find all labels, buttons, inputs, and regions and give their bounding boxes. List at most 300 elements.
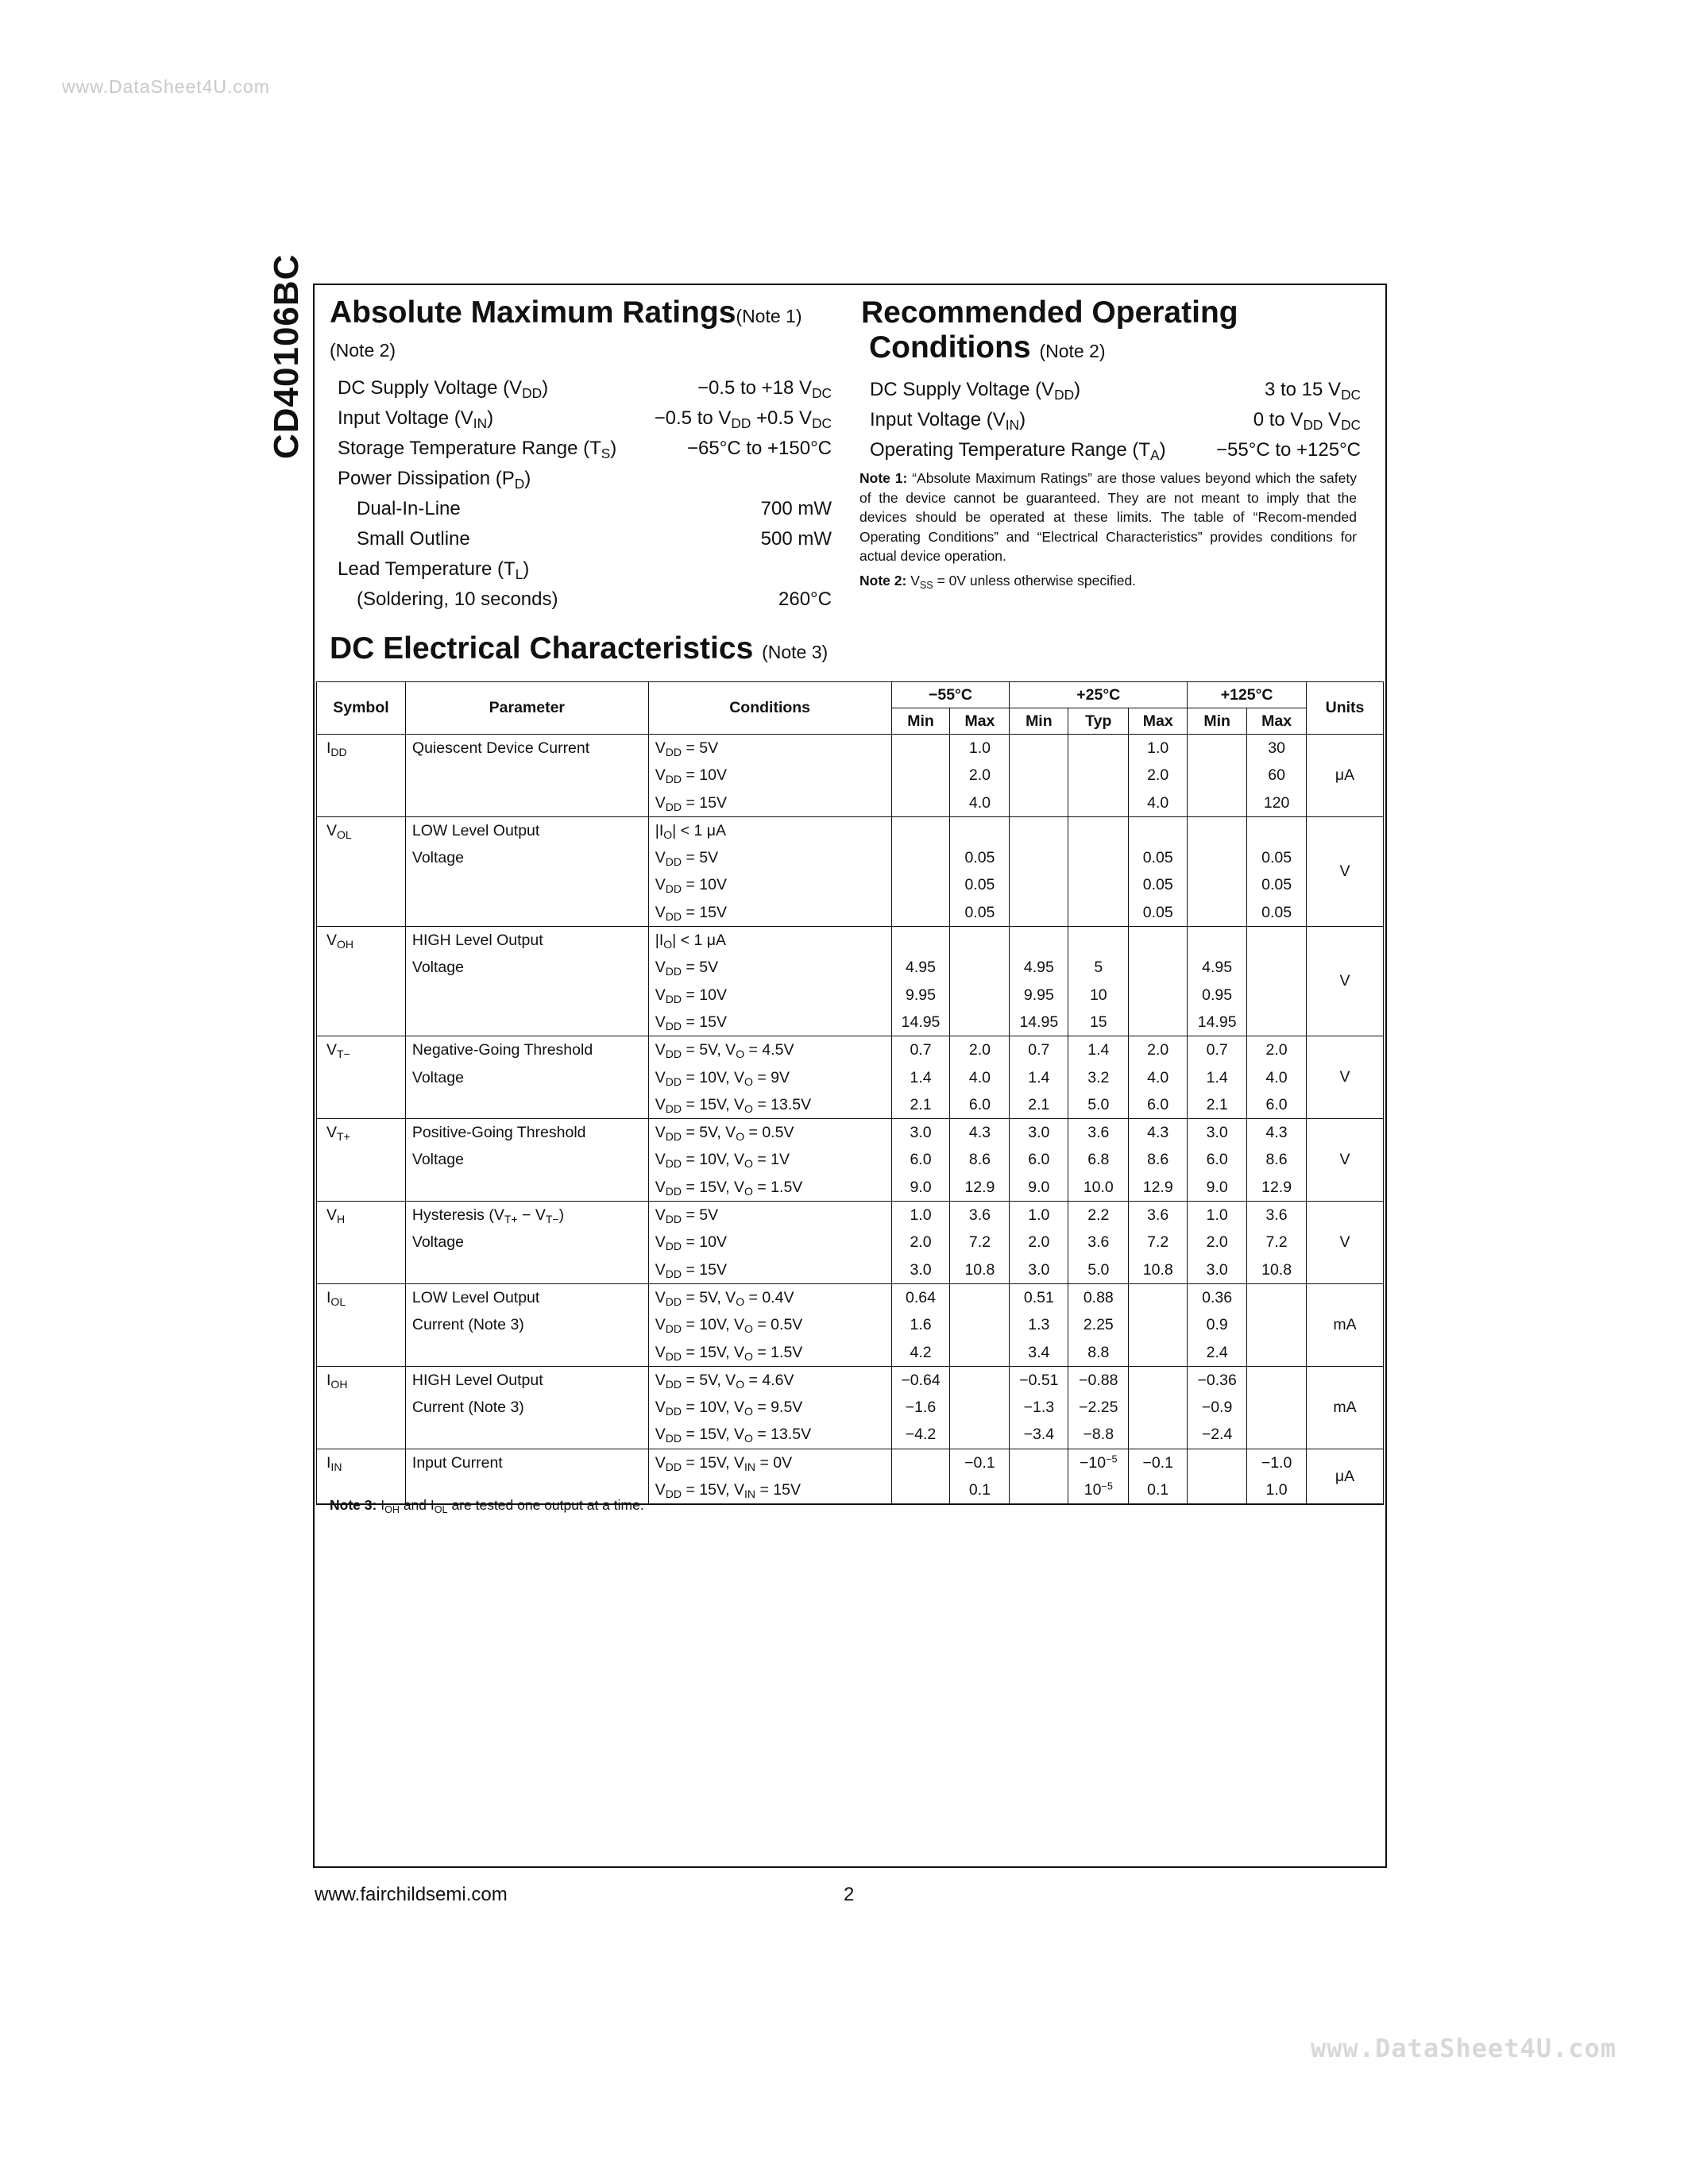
condition-sub: O — [736, 1378, 745, 1391]
value-line: 6.0 — [1206, 1151, 1228, 1169]
value-line: −0.36 — [1197, 1371, 1237, 1389]
dc-heading — [330, 631, 828, 666]
condition-line — [649, 789, 891, 816]
value-line — [1129, 982, 1187, 1009]
condition-sub: DD — [665, 1240, 682, 1253]
value-line: 3.0 — [910, 1124, 932, 1142]
value-line: 4.2 — [910, 1343, 932, 1361]
roc-label-text: Operating Temperature Range (T — [870, 439, 1151, 461]
cell-parameter — [405, 1449, 648, 1504]
value-line — [1188, 1476, 1246, 1503]
condition-line — [649, 1311, 891, 1338]
roc-list — [870, 375, 1361, 465]
value-line — [1247, 1284, 1306, 1311]
value-line: 4.0 — [1265, 1068, 1288, 1086]
condition-text: V — [655, 1041, 666, 1059]
value-line — [1010, 735, 1068, 762]
value-line: 6.0 — [1265, 1095, 1288, 1113]
value-line: 3.4 — [1028, 1343, 1050, 1361]
amr-value-text: +0.5 V — [751, 407, 813, 429]
cell-m55-min — [891, 1449, 950, 1504]
value-line: 6.0 — [1028, 1151, 1050, 1169]
amr-subnote: (Note 2) — [330, 340, 396, 361]
amr-label — [338, 464, 531, 494]
amr-value — [687, 434, 832, 464]
value-line — [1188, 735, 1246, 762]
value-line — [950, 1284, 1009, 1311]
amr-value-sub: DD — [731, 415, 751, 432]
value-line: 0.7 — [1206, 1041, 1228, 1059]
symbol-line — [317, 1449, 405, 1476]
value-line — [950, 1339, 1009, 1366]
value-line — [1068, 789, 1128, 816]
value-line: 2.4 — [1206, 1343, 1228, 1361]
cell-m55-max — [950, 1449, 1010, 1504]
cell-m55-min — [891, 927, 950, 1036]
value-line — [1247, 982, 1306, 1009]
amr-label-sub: DD — [522, 385, 543, 402]
cell-p125-min — [1188, 1119, 1247, 1202]
amr-label — [338, 554, 529, 585]
value-line: −1.3 — [1023, 1399, 1055, 1417]
value-line: 12.9 — [1261, 1178, 1292, 1196]
value-line: 0.7 — [910, 1041, 932, 1059]
value-line — [1247, 927, 1306, 954]
note-3-sub: OL — [434, 1503, 448, 1515]
value-line: −3.4 — [1023, 1426, 1055, 1444]
value-line: −0.51 — [1019, 1371, 1059, 1389]
value-line: 3.6 — [1087, 1124, 1110, 1142]
condition-text: V — [725, 1371, 736, 1389]
condition-sub: O — [744, 1349, 753, 1363]
symbol-sub: H — [337, 1213, 346, 1226]
value-line: 4.3 — [1265, 1124, 1288, 1142]
parameter-line: HIGH Level Output — [411, 1371, 543, 1389]
value-line: 12.9 — [1142, 1178, 1173, 1196]
value-line — [1010, 871, 1068, 898]
condition-sub: DD — [665, 882, 682, 896]
condition-line — [649, 762, 891, 789]
value-line: 0.05 — [1142, 903, 1173, 921]
cell-parameter — [405, 735, 648, 817]
symbol-sub: DD — [330, 746, 347, 759]
cell-p125-max — [1247, 1036, 1307, 1119]
condition-text: V — [655, 1233, 666, 1252]
value-line — [1010, 927, 1068, 954]
condition-text: = 5V — [682, 849, 719, 867]
condition-sub: DD — [665, 1322, 682, 1336]
roc-value-text: −55°C to +125°C — [1216, 439, 1361, 461]
condition-text: V — [655, 1095, 666, 1113]
condition-text: = 10V, — [682, 1151, 735, 1169]
cell-p125-min — [1188, 927, 1247, 1036]
table-row — [317, 816, 1384, 926]
roc-heading-line1: Recommended Operating — [861, 295, 1238, 330]
value-line — [1188, 1449, 1246, 1476]
value-line — [1129, 817, 1187, 844]
cell-p25-min — [1010, 735, 1068, 817]
value-line — [1247, 817, 1306, 844]
value-line: 2.0 — [910, 1233, 932, 1252]
parameter-sub: T+ — [504, 1213, 518, 1226]
condition-sub: O — [663, 938, 673, 951]
condition-sub: DD — [665, 1432, 682, 1445]
cell-p25-max — [1129, 1119, 1188, 1202]
condition-sub: DD — [665, 746, 682, 759]
condition-text: V — [655, 1288, 666, 1306]
condition-line — [649, 927, 891, 954]
condition-text: V — [655, 766, 666, 785]
cell-m55-max — [950, 1119, 1010, 1202]
value-line — [892, 762, 950, 789]
value-line: 10.0 — [1083, 1178, 1114, 1196]
amr-row — [338, 434, 832, 464]
condition-text: V — [655, 1453, 666, 1472]
condition-text: = 10V — [682, 766, 727, 785]
condition-text: = 10V — [682, 876, 727, 894]
value-line: 0.36 — [1202, 1288, 1233, 1306]
condition-text: | < 1 μA — [672, 932, 726, 950]
condition-sub: O — [744, 1075, 753, 1088]
condition-line — [649, 1449, 891, 1476]
symbol-text: V — [326, 932, 338, 950]
cell-parameter — [405, 927, 648, 1036]
condition-text: V — [655, 1124, 666, 1142]
col-typ: Typ — [1068, 708, 1129, 735]
note-2-pre: V — [910, 572, 920, 588]
condition-text: V — [734, 1399, 745, 1417]
value-line: 4.95 — [906, 959, 936, 977]
roc-value-text: 3 to 15 V — [1264, 379, 1342, 400]
condition-line — [649, 871, 891, 898]
condition-line — [649, 1284, 891, 1311]
value-line: 14.95 — [1019, 1013, 1059, 1031]
value-line — [1247, 1421, 1306, 1448]
cell-p25-typ — [1068, 816, 1129, 926]
amr-label-text: ) — [523, 558, 530, 580]
value-line: −1.0 — [1261, 1453, 1292, 1472]
condition-sub: DD — [665, 1020, 682, 1033]
amr-label — [338, 434, 616, 464]
roc-value-sub: DC — [1341, 387, 1361, 403]
roc-label-sub: IN — [1005, 417, 1020, 434]
page-number: 2 — [844, 1884, 855, 1905]
value-line — [950, 1311, 1009, 1338]
cell-symbol — [317, 1202, 406, 1284]
value-line — [1247, 1367, 1306, 1394]
value-text: 10 — [1083, 1481, 1102, 1499]
value-line — [892, 817, 950, 844]
condition-text: = 15V, — [682, 1343, 735, 1361]
condition-text: | < 1 μA — [672, 821, 726, 839]
condition-text: V — [734, 1343, 745, 1361]
condition-line — [649, 1229, 891, 1256]
value-line: 1.4 — [1087, 1041, 1110, 1059]
amr-row — [338, 585, 832, 615]
amr-value-text: −0.5 to V — [654, 407, 732, 429]
amr-label-text: Dual-In-Line — [357, 498, 461, 519]
cell-m55-max — [950, 1202, 1010, 1284]
symbol-text: I — [326, 1371, 331, 1389]
condition-line — [649, 817, 891, 844]
condition-sub: DD — [665, 1460, 682, 1473]
value-line: 2.0 — [1206, 1233, 1228, 1252]
cell-p25-typ — [1068, 1036, 1129, 1119]
condition-sub: O — [663, 828, 673, 842]
symbol-text: I — [326, 1288, 331, 1306]
value-line: 9.95 — [906, 986, 936, 1004]
condition-sub: O — [744, 1102, 753, 1116]
value-line: 0.05 — [964, 876, 995, 894]
condition-text: = 10V, — [682, 1316, 735, 1334]
condition-text: = 0V — [755, 1453, 793, 1472]
cell-p25-min — [1010, 1449, 1068, 1504]
condition-text: = 1V — [752, 1151, 790, 1169]
condition-sub: IN — [744, 1488, 756, 1501]
value-line — [1129, 1421, 1187, 1448]
amr-label — [357, 524, 470, 554]
cell-conditions — [648, 1202, 891, 1284]
cell-p25-min — [1010, 1366, 1068, 1449]
cell-conditions — [648, 927, 891, 1036]
condition-text: = 10V — [682, 1233, 727, 1252]
amr-value — [778, 585, 832, 615]
note-3-label: Note 3: — [330, 1497, 377, 1513]
cell-p25-min — [1010, 927, 1068, 1036]
note-1-text: “Absolute Maximum Ratings” are those values beyond which the safety of the device cannot be guaranteed. They are not meant to imply that the devices should be operated at these limits. The table of “Recom-mended Operating Conditions” and “Electrical Characteristics” provides conditions for actual device operation. — [859, 470, 1357, 564]
symbol-sub: T− — [337, 1048, 350, 1061]
amr-value — [761, 494, 832, 524]
amr-label-text: (Soldering, 10 seconds) — [357, 588, 558, 610]
amr-value — [655, 403, 832, 434]
value-line: 3.0 — [1206, 1124, 1228, 1142]
amr-heading — [330, 295, 802, 330]
col-max: Max — [1129, 708, 1188, 735]
cell-units: V — [1307, 927, 1384, 1036]
value-text: −10 — [1080, 1453, 1107, 1472]
value-line — [892, 735, 950, 762]
value-line: 3.0 — [1028, 1260, 1050, 1279]
value-line: 2.0 — [968, 766, 991, 785]
amr-value — [761, 524, 832, 554]
condition-sub: DD — [665, 1102, 682, 1116]
condition-text: |I — [655, 932, 664, 950]
condition-text: V — [655, 876, 666, 894]
parameter-line: Voltage — [411, 1068, 464, 1086]
value-line: 10 — [1089, 986, 1107, 1004]
cell-p25-min — [1010, 1119, 1068, 1202]
condition-text: = 13.5V — [752, 1426, 812, 1444]
cell-m55-min — [891, 1283, 950, 1366]
value-line: 3.2 — [1087, 1068, 1110, 1086]
condition-text: = 10V — [682, 986, 727, 1004]
value-line: 2.1 — [910, 1095, 932, 1113]
cell-p125-min — [1188, 1283, 1247, 1366]
roc-label-text: Input Voltage (V — [870, 409, 1006, 430]
cell-p25-min — [1010, 1202, 1068, 1284]
value-line — [1010, 762, 1068, 789]
cell-p125-max — [1247, 927, 1307, 1036]
value-line: −2.4 — [1201, 1426, 1233, 1444]
condition-text: V — [734, 1426, 745, 1444]
value-line — [1247, 1339, 1306, 1366]
note-3-text: I — [380, 1497, 385, 1513]
amr-label — [357, 585, 558, 615]
roc-label-text: ) — [1074, 379, 1081, 400]
value-line: 3.0 — [1028, 1124, 1050, 1142]
value-line: 7.2 — [968, 1233, 991, 1252]
amr-label-text: ) — [524, 468, 531, 489]
cell-p25-min — [1010, 816, 1068, 926]
table-row — [317, 1202, 1384, 1284]
value-line — [1129, 1394, 1187, 1421]
condition-text: = 10V, — [682, 1068, 735, 1086]
cell-conditions — [648, 1366, 891, 1449]
value-line: 120 — [1263, 793, 1290, 812]
roc-label — [870, 375, 1080, 405]
table-row — [317, 1119, 1384, 1202]
amr-label — [357, 494, 461, 524]
condition-text: = 4.5V — [744, 1041, 794, 1059]
value-line — [1068, 871, 1128, 898]
cell-p125-min — [1188, 1449, 1247, 1504]
value-line: 0.88 — [1083, 1288, 1114, 1306]
cell-units: V — [1307, 1202, 1384, 1284]
value-line: 4.0 — [968, 1068, 991, 1086]
condition-sub: O — [744, 1157, 753, 1171]
symbol-line — [317, 1036, 405, 1063]
value-line: 12.9 — [964, 1178, 995, 1196]
value-line — [1129, 1009, 1187, 1036]
amr-label-text: Power Dissipation (P — [338, 468, 515, 489]
symbol-text: V — [326, 1206, 338, 1225]
value-line: 2.0 — [1147, 766, 1169, 785]
value-line — [892, 844, 950, 871]
condition-text: V — [655, 1426, 666, 1444]
amr-label-text: Small Outline — [357, 528, 470, 550]
amr-row — [338, 373, 832, 403]
condition-text: V — [655, 1399, 666, 1417]
condition-sub: DD — [665, 1048, 682, 1061]
value-line: 3.0 — [910, 1260, 932, 1279]
value-line: 4.0 — [1147, 1068, 1169, 1086]
condition-text: = 15V, — [682, 1453, 735, 1472]
symbol-line — [317, 735, 405, 762]
value-line: 8.6 — [1265, 1151, 1288, 1169]
symbol-line — [317, 1284, 405, 1311]
cell-p125-min — [1188, 735, 1247, 817]
condition-line — [649, 1064, 891, 1091]
value-line: −0.1 — [1142, 1453, 1173, 1472]
value-line — [1129, 1367, 1187, 1394]
amr-row — [338, 554, 832, 585]
value-line: 1.3 — [1028, 1316, 1050, 1334]
watermark-top: www.DataSheet4U.com — [62, 76, 270, 97]
amr-value-sub: DC — [812, 415, 832, 432]
cell-p125-min — [1188, 1366, 1247, 1449]
condition-sub: O — [736, 1295, 745, 1309]
cell-p25-typ — [1068, 1119, 1129, 1202]
cell-units: V — [1307, 816, 1384, 926]
condition-text: = 15V, — [682, 1095, 735, 1113]
table-row — [317, 927, 1384, 1036]
roc-value — [1265, 375, 1361, 405]
condition-line — [649, 1036, 891, 1063]
value-line: 1.0 — [1206, 1206, 1228, 1225]
condition-line — [649, 1091, 891, 1118]
condition-text: V — [655, 849, 666, 867]
condition-line — [649, 1202, 891, 1229]
condition-text: = 0.5V — [744, 1124, 794, 1142]
condition-text: = 15V — [755, 1481, 801, 1499]
value-line: 0.05 — [1261, 876, 1292, 894]
cell-p125-max — [1247, 1366, 1307, 1449]
cell-conditions — [648, 1036, 891, 1119]
value-line: −0.64 — [901, 1371, 941, 1389]
value-line — [1129, 1339, 1187, 1366]
condition-sub: O — [744, 1322, 753, 1336]
condition-text: = 5V, — [682, 1041, 726, 1059]
roc-row — [870, 405, 1361, 435]
amr-value-text: 700 mW — [760, 498, 832, 519]
value-line: 0.64 — [906, 1288, 936, 1306]
value-line — [892, 871, 950, 898]
condition-sub: O — [744, 1405, 753, 1418]
parameter-line: Current (Note 3) — [411, 1399, 524, 1417]
value-line — [1068, 899, 1128, 926]
note-3-text: are tested one output at a time. — [447, 1497, 644, 1513]
value-line: 8.6 — [1147, 1151, 1169, 1169]
value-line — [1129, 927, 1187, 954]
condition-text: = 15V — [682, 1260, 727, 1279]
condition-text: = 9V — [752, 1068, 790, 1086]
cell-p25-max — [1129, 1202, 1188, 1284]
value-line: 10.8 — [1142, 1260, 1173, 1279]
value-line — [1010, 817, 1068, 844]
parameter-line: LOW Level Output — [411, 1288, 540, 1306]
cell-p125-max — [1247, 1119, 1307, 1202]
parameter-line: Input Current — [411, 1453, 503, 1472]
condition-sub: DD — [665, 992, 682, 1005]
value-line: 3.0 — [1206, 1260, 1228, 1279]
amr-label-sub: IN — [473, 415, 488, 432]
condition-text: V — [655, 1316, 666, 1334]
value-line: 0.9 — [1206, 1316, 1228, 1334]
condition-line — [649, 735, 891, 762]
parameter-line — [406, 1202, 648, 1229]
value-line: 8.6 — [968, 1151, 991, 1169]
value-line — [1068, 1476, 1128, 1503]
condition-text: V — [725, 1041, 736, 1059]
condition-sub: DD — [665, 1488, 682, 1501]
condition-sub: DD — [665, 855, 682, 869]
condition-text: V — [655, 1151, 666, 1169]
value-line — [1247, 1394, 1306, 1421]
amr-label-sub: D — [514, 476, 525, 492]
cell-p25-max — [1129, 816, 1188, 926]
parameter-line: Voltage — [411, 959, 464, 977]
condition-sub: DD — [665, 1184, 682, 1198]
note-3 — [330, 1497, 644, 1514]
symbol-line — [317, 1119, 405, 1146]
value-exponent: −5 — [1101, 1480, 1113, 1492]
value-line: 1.4 — [1028, 1068, 1050, 1086]
condition-sub: DD — [665, 965, 682, 978]
cell-parameter — [405, 1119, 648, 1202]
value-line: 6.0 — [1147, 1095, 1169, 1113]
condition-text: V — [655, 986, 666, 1004]
condition-text: V — [725, 1288, 736, 1306]
